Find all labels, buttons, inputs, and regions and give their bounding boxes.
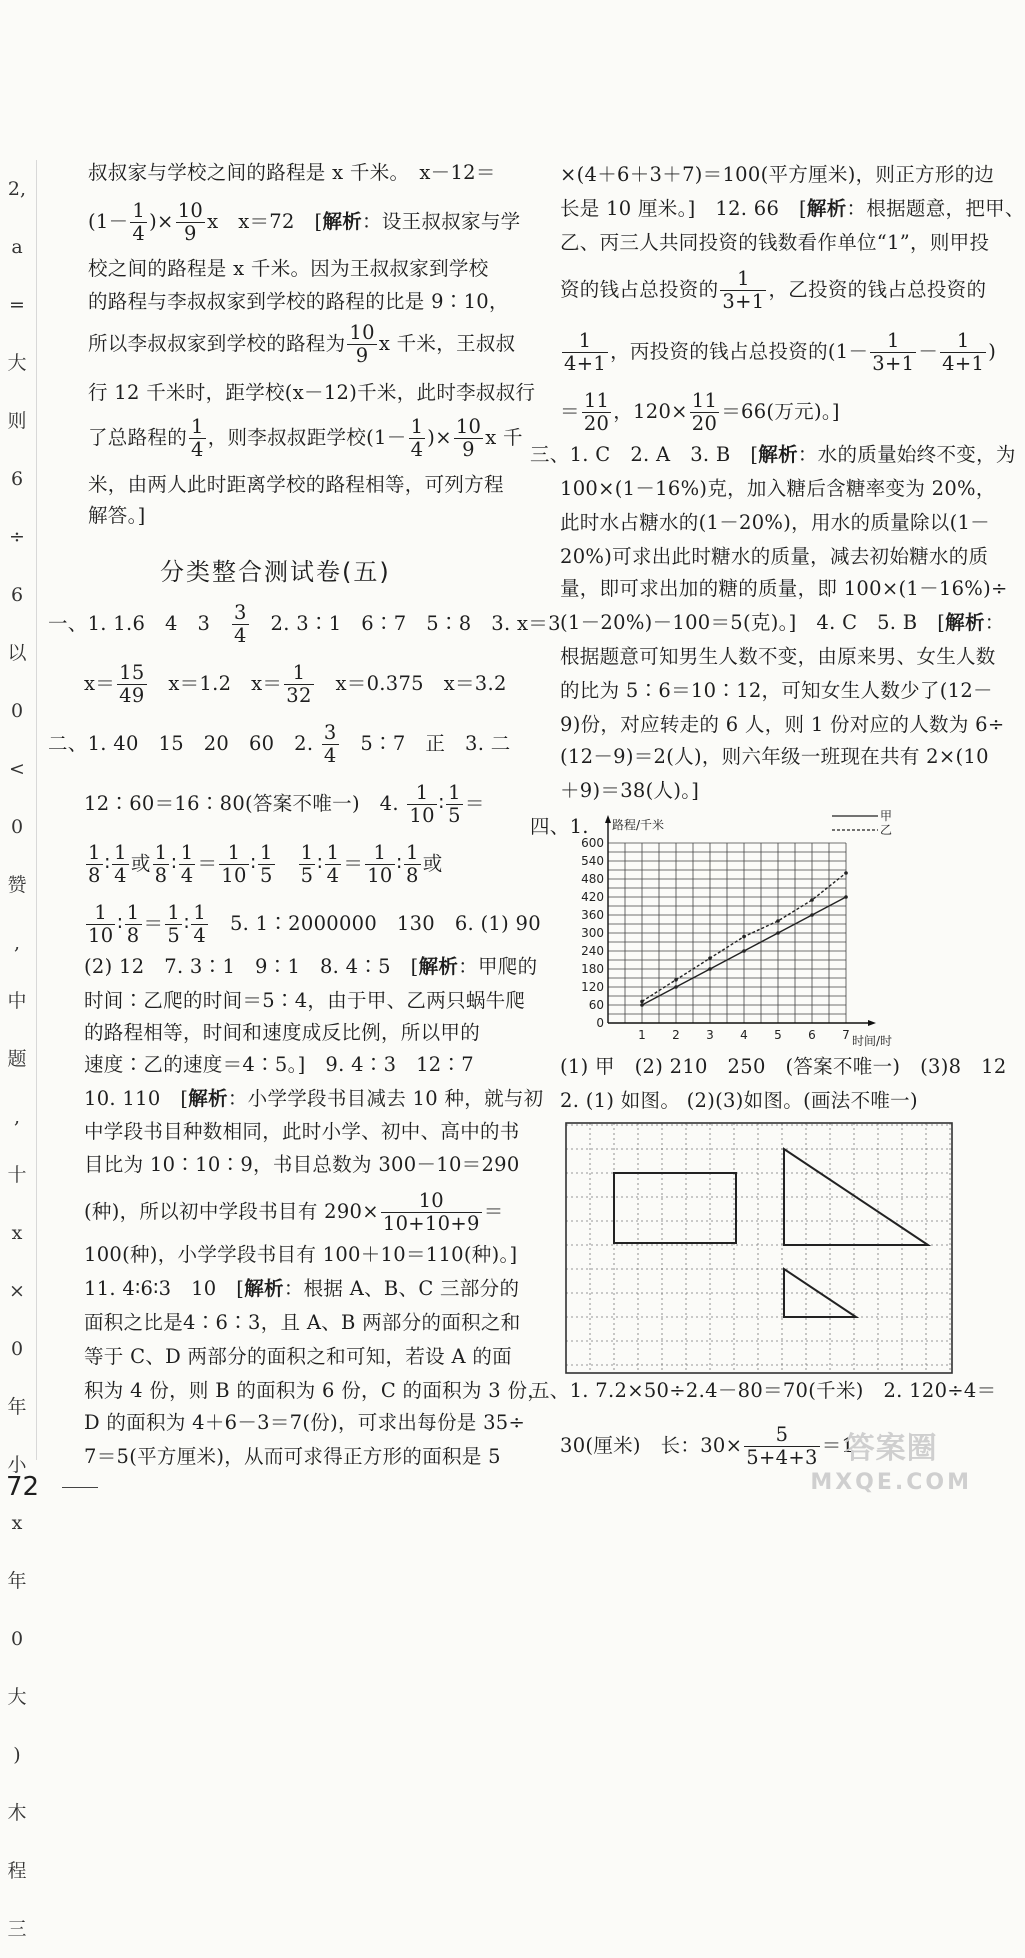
data-point [844,871,848,875]
text-line: 7＝5(平方厘米)，从而可求得正方形的面积是 5 [84,1445,501,1468]
data-point [810,913,814,917]
margin-fragment: , [13,1106,21,1128]
dotted-grid [566,1123,952,1373]
left-margin-rule [36,160,37,1460]
fraction: $\frac{1}{4}$ [326,841,340,887]
fraction: $\frac{1}{10}$ [88,901,114,947]
text-line: 2. (1) 如图。 (2)(3)如图。(画法不唯一) [560,1089,918,1112]
legend-label: 乙 [880,823,893,837]
data-point [810,898,814,902]
x-tick-label: 6 [808,1028,816,1042]
text-line: 五、1. 7.2×50÷2.4－80＝70(千米) 2. 120÷4＝ [530,1379,997,1402]
text-line: $\frac{1}{4+1}$ ，丙投资的钱占总投资的(1－ $\frac{1}{3+1}$ － $\frac{1}{4+1}$ ) [564,329,997,375]
fraction: $\frac{1}{4}$ [132,199,146,245]
y-tick-label: 360 [581,908,604,922]
margin-fragment: 2, [7,178,27,200]
margin-fragment: 小 [7,1454,27,1476]
text-fragment: ∶ [317,852,323,875]
text-line: 资的钱占总投资的 $\frac{1}{3+1}$ ，乙投资的钱占总投资的 [560,267,987,313]
fraction: $\frac{10}{10+10+9}$ [382,1189,480,1235]
fraction: $\frac{1}{10}$ [367,841,393,887]
text-line: ＝ $\frac{11}{20}$ ，120× $\frac{11}{20}$ ＝66(万元)。] [560,389,840,435]
fraction: $\frac{1}{4}$ [191,415,204,461]
fraction: $\frac{1}{4}$ [193,901,207,947]
fraction: $\frac{1}{8}$ [126,901,140,947]
text-line: (1－20%)－100＝5(克)。] 4. C 5. B [解析： [560,611,1005,634]
margin-fragment: 0 [10,1628,24,1650]
fraction: $\frac{1}{3+1}$ [722,267,765,313]
fraction: $\frac{1}{3+1}$ [872,329,915,375]
text-line: 的路程与李叔叔家到学校的路程的比是 9∶10， [88,290,509,313]
text-fragment: ∶ [117,912,123,935]
question-label: 四、1. [530,815,589,838]
fraction: $\frac{1}{4+1}$ [564,329,607,375]
text-line: x＝ $\frac{15}{49}$ x＝1.2 x＝ $\frac{1}{32}$ x＝0.375 x＝3.2 [84,661,507,707]
text-line: ＋9)＝38(人)。] [560,779,700,802]
fraction: $\frac{1}{8}$ [406,841,419,887]
text-fragment: ∶ [250,852,257,875]
x-tick-label: 3 [706,1028,714,1042]
text-line: 20%)可求出此时糖水的质量，减去初始糖水的质 [560,545,989,568]
text-line: 校之间的路程是 x 千米。因为王叔叔家到学校 [88,257,489,280]
margin-strip [0,160,34,1958]
text-line: 9)份，对应转走的 6 人，则 1 份对应的人数为 6÷ [560,713,1005,736]
margin-fragment: 木 [7,1802,27,1824]
text-line: 的比为 5∶6＝10∶12，可知女生人数少了(12－ [560,679,993,702]
y-tick-label: 240 [581,944,604,958]
fraction: $\frac{1}{4}$ [180,841,194,887]
data-point [708,956,712,960]
text-line: 乙、丙三人共同投资的钱数看作单位“1”，则甲投 [560,231,990,254]
margin-fragment: x [11,1222,23,1244]
data-point [674,978,678,982]
x-axis-arrow [868,1020,876,1026]
margin-fragment: 则 [7,410,27,432]
y-tick-label: 420 [581,890,604,904]
watermark-subtext: MXQE.COM [810,1470,972,1495]
page-number-dash [62,1487,98,1488]
text-fragment: ∶ [171,852,177,875]
section-title: 分类整合测试卷(五) [160,558,391,586]
text-line: 米，由两人此时距离学校的路程相等，可列方程 [88,473,504,496]
text-line: 量，即可求出加的糖的质量，即 100×(1－16%)÷ [560,577,1008,600]
fraction: $\frac{1}{10}$ [409,781,435,827]
text-line: 二、1. 40 15 20 60 2. $\frac{3}{4}$ 5∶7 正 3. 二 [48,721,511,767]
text-fragment: ∶ [184,912,190,935]
text-fragment: ＝ [143,912,164,935]
text-line: 解答。] [88,504,146,527]
text-line: 叔叔家与学校之间的路程是 x 千米。 x－12＝ [88,161,496,184]
text-line: 三、1. C 2. A 3. B [解析：水的质量始终不变，为 [530,443,1016,466]
fraction: $\frac{1}{32}$ [286,661,312,707]
text-line: 30(厘米) 长：30× $\frac{5}{5+4+3}$ ＝1 [560,1423,855,1469]
data-point [742,949,746,953]
fraction: $\frac{1}{5}$ [448,781,461,827]
data-point [844,895,848,899]
text-line: 等于 C、D 两部分的面积之和可知，若设 A 的面 [84,1345,512,1368]
text-line [84,902,541,947]
chart-legend [832,809,892,837]
fraction: $\frac{3}{4}$ [323,721,337,767]
fraction: $\frac{10}{9}$ [177,199,204,245]
margin-fragment: , [13,932,21,954]
text-line: 速度∶乙的速度＝4∶5。] 9. 4∶3 12∶7 [84,1053,475,1076]
text-line: 100(种)，小学学段书目有 100＋10＝110(种)。] [84,1243,518,1266]
text-line: 的路程相等，时间和速度成反比例，所以甲的 [84,1021,481,1044]
text-line: ×(4＋6＋3＋7)＝100(平方厘米)，则正方形的边 [560,163,995,186]
x-axis-label: 时间/时 [852,1034,893,1048]
text-line: 时间∶乙爬的时间＝5∶4，由于甲、乙两只蜗牛爬 [84,989,526,1012]
fraction: $\frac{1}{5}$ [167,901,181,947]
y-tick-label: 120 [581,980,604,994]
text-line: 100×(1－16%)克，加入糖后含糖率变为 20%， [560,477,996,500]
text-fragment: 或 [422,852,443,875]
text-line: 面积之比是4∶6∶3，且 A、B 两部分的面积之和 [84,1311,521,1334]
x-tick-label: 5 [774,1028,782,1042]
text-fragment: ∶ [104,852,111,875]
outer-border [566,1123,952,1373]
y-axis-arrow [605,815,611,823]
fraction: $\frac{3}{4}$ [234,601,247,647]
chart-grid [608,843,846,1023]
fraction: $\frac{11}{20}$ [691,389,718,435]
legend-label: 甲 [880,809,893,823]
margin-fragment: 年 [7,1396,27,1418]
data-point [674,985,678,989]
text-line: 11. 4∶6∶3 10 [解析：根据 A、B、C 三部分的 [84,1277,520,1300]
data-point [776,931,780,935]
x-tick-label: 7 [842,1028,850,1042]
margin-fragment: 大 [7,1686,27,1708]
fraction: $\frac{1}{8}$ [154,841,168,887]
margin-fragment: × [9,1280,25,1302]
x-tick-label: 2 [672,1028,680,1042]
margin-fragment: 0 [10,700,24,722]
fraction: $\frac{1}{10}$ [221,841,247,887]
text-line: 所以李叔叔家到学校的路程为 $\frac{10}{9}$ x 千米，王叔叔 [88,321,516,367]
margin-fragment: 题 [7,1048,27,1070]
fraction: $\frac{15}{49}$ [119,661,145,707]
fraction: $\frac{1}{5}$ [260,841,273,887]
watermark-text: 答案圈 [844,1431,938,1466]
y-tick-label: 480 [581,872,604,886]
text-fragment: ∶ [396,852,402,875]
page-number: 72 [6,1472,40,1502]
margin-fragment: 以 [7,642,27,664]
y-tick-label: 60 [588,998,604,1012]
text-line: 了总路程的 $\frac{1}{4}$ ，则李叔叔距学校(1－ $\frac{1}{4}$ )× $\frac{10}{9}$ x 千 [88,415,523,461]
chart-axes [581,815,892,1048]
text-fragment: 或 [130,852,151,875]
text-line [84,842,443,887]
x-tick-label: 4 [740,1028,748,1042]
text-line: D 的面积为 4＋6－3＝7(份)，可求出每份是 35÷ [84,1411,526,1434]
fraction: $\frac{1}{4}$ [114,841,127,887]
margin-fragment: ÷ [9,526,25,548]
margin-fragment: 大 [7,352,27,374]
margin-fragment: 0 [10,816,24,838]
margin-fragment: 赞 [7,874,27,896]
margin-fragment: ) [13,1744,21,1766]
text-line: 积为 4 份，则 B 的面积为 6 份，C 的面积为 3 份， [84,1379,548,1402]
drawing-grid-figure [565,1122,953,1374]
margin-fragment: = [9,294,25,316]
y-tick-label: 0 [596,1016,604,1030]
margin-fragment: 程 [7,1860,27,1882]
margin-fragment: 年 [7,1570,27,1592]
text-line: (12－9)＝2(人)，则六年级一班现在共有 2×(10 [560,745,989,768]
text-line: 此时水占糖水的(1－20%)，用水的质量除以(1－ [560,511,990,534]
fraction: $\frac{5}{5+4+3}$ [746,1423,818,1469]
margin-fragment: 中 [7,990,27,1012]
fraction: $\frac{1}{8}$ [88,841,101,887]
margin-fragment: a [11,236,23,258]
text-line: (2) 12 7. 3∶1 9∶1 8. 4∶5 [解析：甲爬的 [84,955,538,978]
data-point [742,935,746,939]
text-fragment: 5. 1∶2000000 130 6. (1) 90 [210,912,541,935]
y-tick-label: 180 [581,962,604,976]
distance-time-line-chart [560,810,920,1050]
y-tick-label: 300 [581,926,604,940]
text-line: 一、1. 1.6 4 3 $\frac{3}{4}$ 2. 3∶1 6∶7 5∶8 3. x＝3 [48,601,561,647]
fraction: $\frac{10}{9}$ [349,321,375,367]
margin-fragment: 0 [10,1338,24,1360]
y-tick-label: 540 [581,854,604,868]
fraction: $\frac{1}{4+1}$ [942,329,985,375]
text-line: (种)，所以初中学段书目有 290× $\frac{10}{10+10+9}$ ＝ [84,1189,504,1235]
margin-fragment: 6 [10,584,24,606]
text-line: 目比为 10∶10∶9，书目总数为 300－10＝290 [84,1153,520,1176]
text-line: 12∶60＝16∶80(答案不唯一) 4. $\frac{1}{10}$ ∶ $\frac{1}{5}$ ＝ [84,781,485,827]
fraction: $\frac{11}{20}$ [583,389,610,435]
fraction: $\frac{10}{9}$ [455,415,482,461]
text-fragment: ＝ [343,852,364,875]
data-point [776,919,780,923]
text-fragment [277,852,297,875]
margin-fragment: 十 [7,1164,27,1186]
text-line: 10. 110 [解析：小学学段书目减去 10 种，就与初 [84,1087,544,1110]
margin-fragment: 6 [10,468,24,490]
data-point [708,967,712,971]
fraction: $\frac{1}{5}$ [300,841,314,887]
margin-fragment: x [11,1512,23,1534]
text-line: (1) 甲 (2) 210 250 (答案不唯一) (3)8 12 [560,1055,1007,1078]
y-tick-label: 600 [581,836,604,850]
text-line: 行 12 千米时，距学校(x－12)千米，此时李叔叔行 [88,381,536,404]
margin-fragment: 三 [7,1918,27,1940]
x-tick-label: 1 [638,1028,646,1042]
text-line: 中学段书目种数相同，此时小学、初中、高中的书 [84,1120,520,1143]
watermark-logo [810,1432,972,1500]
margin-fragment: < [9,758,25,780]
y-axis-label: 路程/千米 [612,818,665,832]
text-fragment: ＝ [197,852,218,875]
text-line: 长是 10 厘米。] 12. 66 [解析：根据题意，把甲、 [560,197,1025,220]
rectangle-shape [614,1173,736,1243]
small-triangle-shape [784,1269,856,1317]
data-point [640,1000,644,1004]
text-line: 根据题意可知男生人数不变，由原来男、女生人数 [560,645,996,668]
fraction: $\frac{1}{4}$ [410,415,424,461]
text-line: (1－ $\frac{1}{4}$ )× $\frac{10}{9}$ x x＝72 [解析：设王叔叔家与学 [88,199,521,245]
data-point [640,1003,644,1007]
